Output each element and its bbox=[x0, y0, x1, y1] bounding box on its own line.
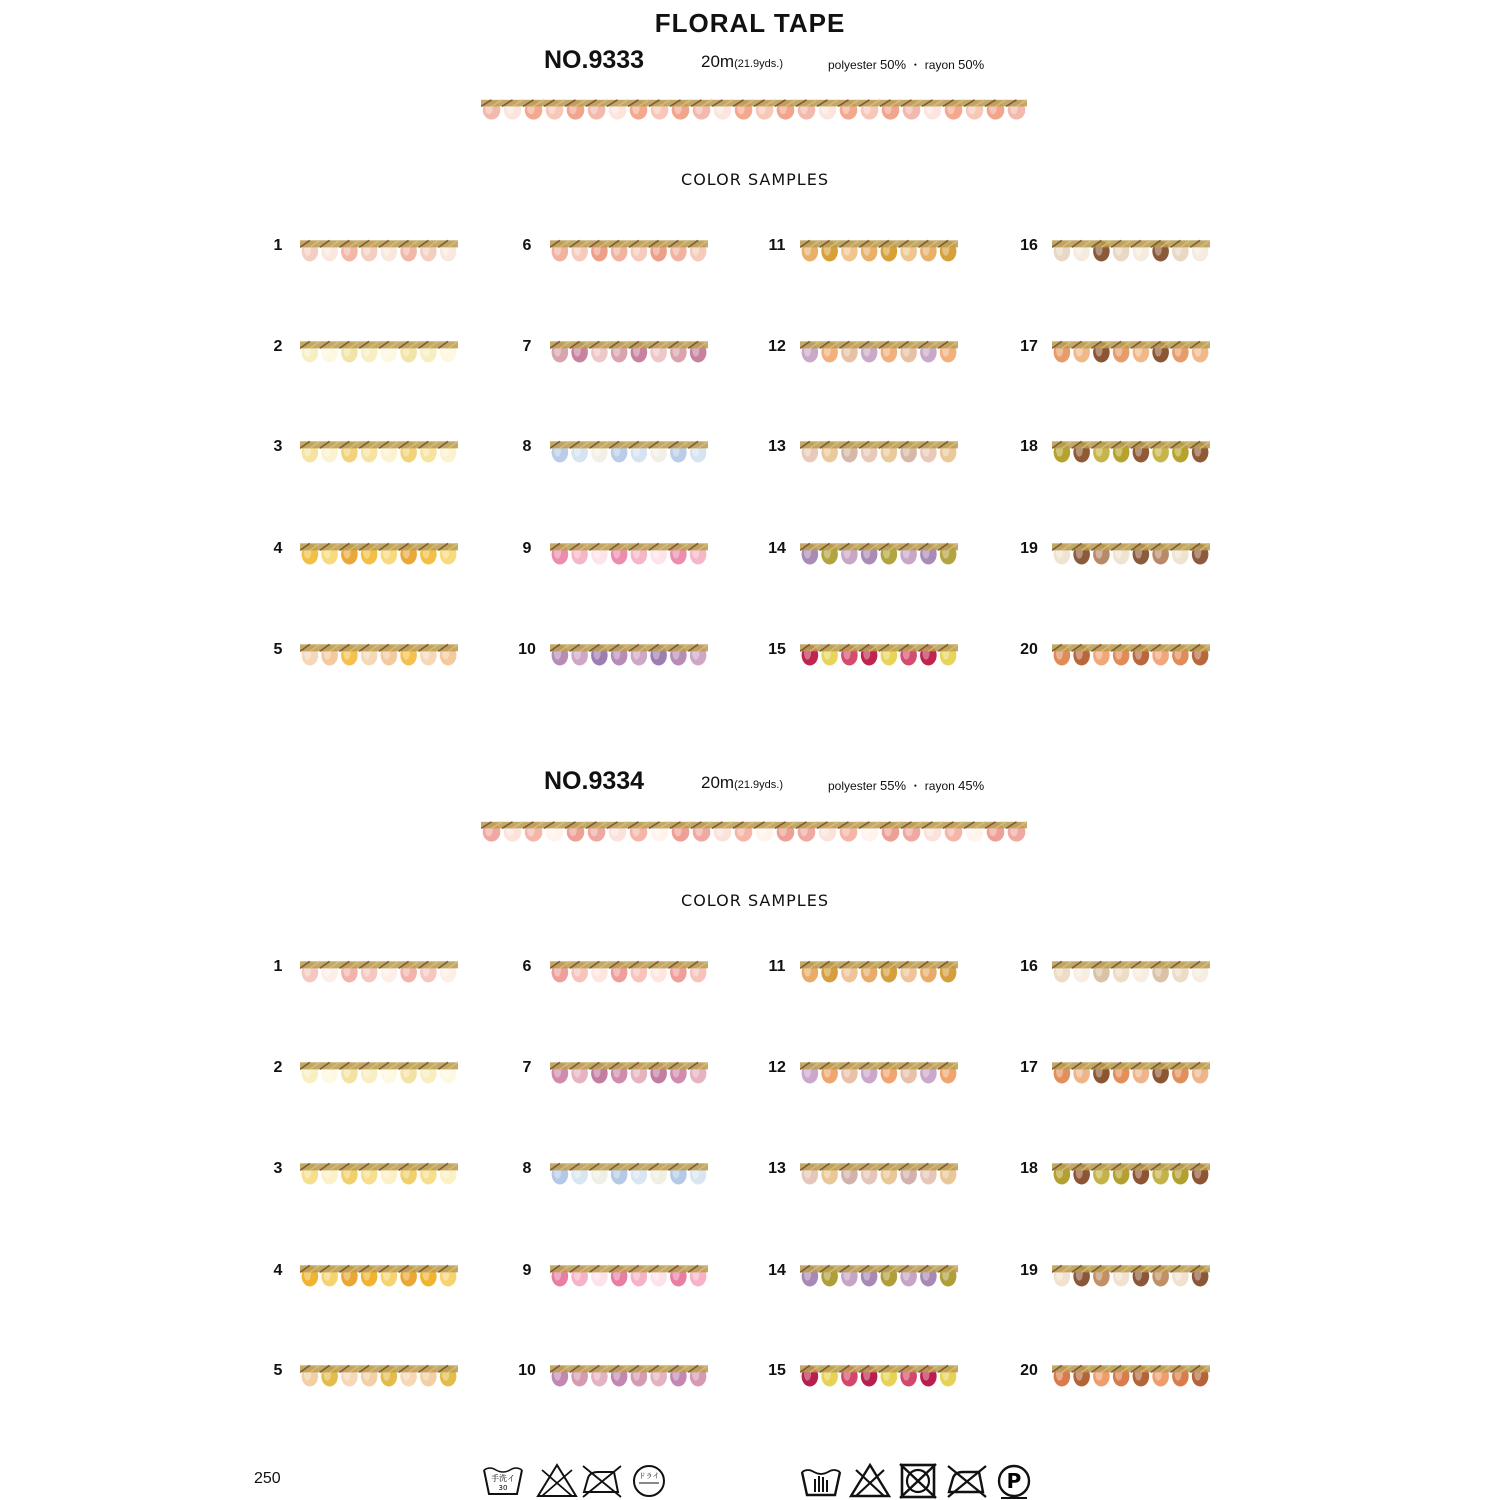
color-swatch bbox=[550, 1357, 708, 1389]
swatch-number: 14 bbox=[768, 540, 786, 557]
color-swatch bbox=[300, 535, 458, 567]
product-sample-9334 bbox=[481, 814, 1027, 844]
swatch-number: 10 bbox=[518, 641, 536, 658]
swatch-number: 15 bbox=[768, 1362, 786, 1379]
color-swatch bbox=[550, 1257, 708, 1289]
color-swatch bbox=[800, 953, 958, 985]
color-swatch bbox=[550, 333, 708, 365]
swatch-number: 12 bbox=[768, 1059, 786, 1076]
swatch-number: 8 bbox=[522, 1160, 532, 1177]
swatch-number: 5 bbox=[273, 641, 283, 658]
color-swatch bbox=[300, 433, 458, 465]
swatch-number: 12 bbox=[768, 338, 786, 355]
color-swatch bbox=[800, 1357, 958, 1389]
product-sample-9333 bbox=[481, 92, 1027, 122]
no-iron-icon bbox=[580, 1462, 624, 1500]
swatch-number: 17 bbox=[1020, 1059, 1038, 1076]
swatch-number: 19 bbox=[1020, 540, 1038, 557]
color-swatch bbox=[550, 953, 708, 985]
color-swatch bbox=[1052, 535, 1210, 567]
product-length: 20m(21.9yds.) bbox=[701, 773, 783, 792]
color-swatch bbox=[1052, 433, 1210, 465]
color-swatch bbox=[300, 1257, 458, 1289]
product-length: 20m(21.9yds.) bbox=[701, 52, 783, 71]
swatch-number: 9 bbox=[522, 540, 532, 557]
hand-wash-tub-icon bbox=[799, 1462, 843, 1500]
swatch-number: 2 bbox=[273, 1059, 283, 1076]
color-swatch bbox=[800, 1155, 958, 1187]
color-swatch bbox=[1052, 953, 1210, 985]
swatch-number: 7 bbox=[522, 338, 532, 355]
swatch-number: 7 bbox=[522, 1059, 532, 1076]
color-swatch bbox=[550, 433, 708, 465]
swatch-number: 14 bbox=[768, 1262, 786, 1279]
swatch-number: 15 bbox=[768, 641, 786, 658]
swatch-number: 19 bbox=[1020, 1262, 1038, 1279]
swatch-number: 4 bbox=[273, 540, 283, 557]
product-composition: polyester 50% ・ rayon 50% bbox=[828, 57, 985, 72]
page-title: FLORAL TAPE bbox=[654, 8, 846, 38]
swatch-number: 13 bbox=[768, 438, 786, 455]
color-samples-label: COLOR SAMPLES bbox=[681, 891, 829, 910]
svg-text:P: P bbox=[1006, 1469, 1022, 1493]
swatch-number: 1 bbox=[273, 958, 283, 975]
color-swatch bbox=[1052, 232, 1210, 264]
swatch-number: 11 bbox=[768, 237, 786, 254]
product-number: NO.9333 bbox=[544, 46, 645, 74]
color-swatch bbox=[800, 232, 958, 264]
swatch-number: 1 bbox=[273, 237, 283, 254]
swatch-number: 10 bbox=[518, 1362, 536, 1379]
color-swatch bbox=[550, 1054, 708, 1086]
color-swatch bbox=[300, 1357, 458, 1389]
color-swatch bbox=[550, 232, 708, 264]
swatch-number: 18 bbox=[1020, 438, 1038, 455]
swatch-number: 5 bbox=[273, 1362, 283, 1379]
color-swatch bbox=[800, 535, 958, 567]
svg-text:手洗イ: 手洗イ bbox=[491, 1474, 515, 1483]
color-swatch bbox=[1052, 636, 1210, 668]
hand-wash-30-icon bbox=[481, 1462, 525, 1500]
color-swatch bbox=[800, 1054, 958, 1086]
product-number: NO.9334 bbox=[544, 767, 645, 795]
swatch-number: 4 bbox=[273, 1262, 283, 1279]
color-swatch bbox=[1052, 333, 1210, 365]
color-swatch bbox=[300, 953, 458, 985]
svg-text:30: 30 bbox=[498, 1484, 508, 1492]
swatch-number: 20 bbox=[1020, 641, 1038, 658]
no-bleach-icon bbox=[535, 1462, 579, 1500]
svg-text:ドライ: ドライ bbox=[638, 1472, 660, 1480]
swatch-number: 3 bbox=[273, 438, 283, 455]
color-swatch bbox=[550, 636, 708, 668]
color-swatch bbox=[300, 232, 458, 264]
no-tumble-dry-icon bbox=[896, 1462, 940, 1500]
color-swatch bbox=[300, 636, 458, 668]
no-iron-icon bbox=[945, 1462, 989, 1500]
color-swatch bbox=[800, 1257, 958, 1289]
swatch-number: 20 bbox=[1020, 1362, 1038, 1379]
color-swatch bbox=[1052, 1155, 1210, 1187]
color-swatch bbox=[800, 333, 958, 365]
swatch-number: 17 bbox=[1020, 338, 1038, 355]
color-swatch bbox=[550, 535, 708, 567]
swatch-number: 3 bbox=[273, 1160, 283, 1177]
product-composition: polyester 55% ・ rayon 45% bbox=[828, 778, 985, 793]
product-header-9334 bbox=[544, 767, 1064, 807]
color-swatch bbox=[550, 1155, 708, 1187]
color-swatch bbox=[300, 1155, 458, 1187]
swatch-number: 13 bbox=[768, 1160, 786, 1177]
swatch-number: 2 bbox=[273, 338, 283, 355]
swatch-number: 16 bbox=[1020, 237, 1038, 254]
swatch-number: 16 bbox=[1020, 958, 1038, 975]
color-samples-label: COLOR SAMPLES bbox=[681, 170, 829, 189]
swatch-number: 8 bbox=[522, 438, 532, 455]
color-swatch bbox=[1052, 1357, 1210, 1389]
swatch-number: 6 bbox=[522, 958, 532, 975]
no-bleach-icon bbox=[848, 1462, 892, 1500]
dry-clean-icon bbox=[627, 1462, 671, 1500]
swatch-number: 11 bbox=[768, 958, 786, 975]
color-swatch bbox=[1052, 1257, 1210, 1289]
swatch-number: 6 bbox=[522, 237, 532, 254]
swatch-number: 9 bbox=[522, 1262, 532, 1279]
color-swatch bbox=[1052, 1054, 1210, 1086]
page-number: 250 bbox=[254, 1470, 281, 1487]
color-swatch bbox=[800, 433, 958, 465]
swatch-number: 18 bbox=[1020, 1160, 1038, 1177]
dry-clean-p-icon bbox=[992, 1462, 1036, 1500]
color-swatch bbox=[300, 333, 458, 365]
color-swatch bbox=[800, 636, 958, 668]
product-header-9333 bbox=[544, 46, 1064, 86]
color-swatch bbox=[300, 1054, 458, 1086]
